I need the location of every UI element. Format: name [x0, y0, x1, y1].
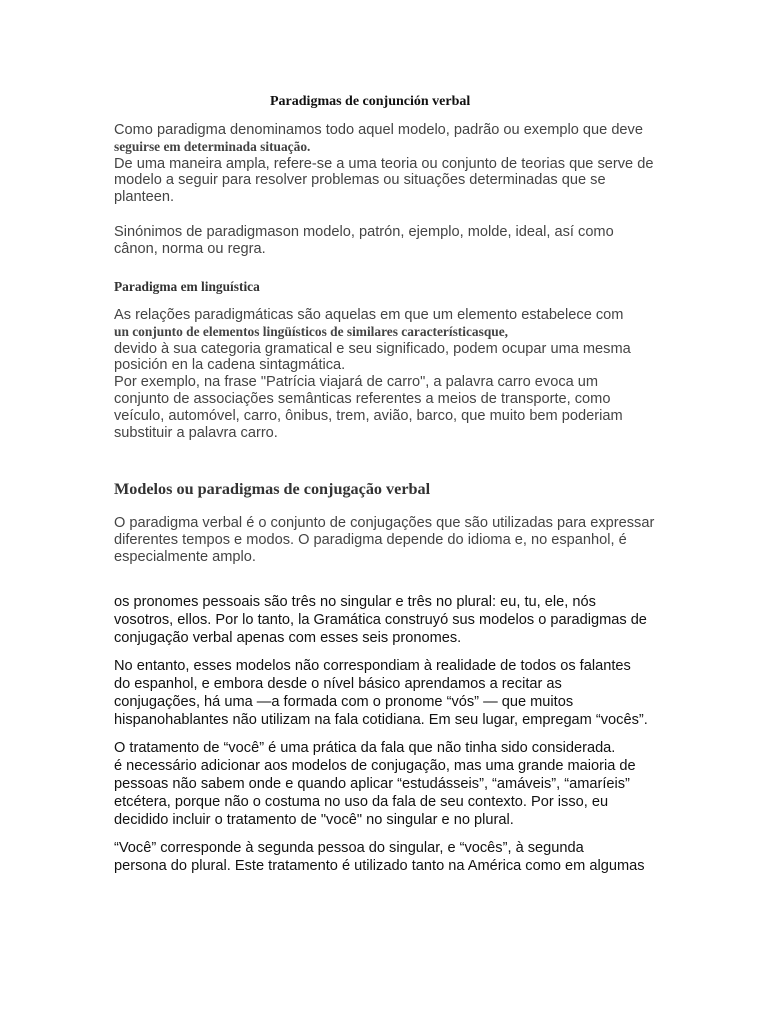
text-line: conjugações, há uma —a formada com o pronome “vós” — que muitos — [114, 694, 574, 710]
text-line: As relações paradigmáticas são aquelas em que um elemento estabelece com — [114, 307, 624, 323]
text-line: do espanhol, e embora desde o nível básico aprendamos a recitar as — [114, 676, 562, 692]
text-line: é necessário adicionar aos modelos de conjugação, mas uma grande maioria de — [114, 758, 636, 774]
text-line: decidido incluir o tratamento de "você" no singular e no plural. — [114, 812, 514, 828]
text-line: cânon, norma ou regra. — [114, 240, 266, 257]
text-line: O tratamento de “você” é uma prática da fala que não tinha sido considerada. — [114, 740, 616, 756]
text-line: devido à sua categoria gramatical e seu significado, podem ocupar uma mesma — [114, 340, 631, 357]
text-line: os pronomes pessoais são três no singular e três no plural: eu, tu, ele, nós — [114, 594, 596, 610]
paragraph-vos — [114, 657, 674, 729]
text-line: Sinónimos de paradigmason modelo, patrón, ejemplo, molde, ideal, así como — [114, 224, 614, 240]
text-line: pessoas não sabem onde e quando aplicar “estudásseis”, “amáveis”, “amaríeis” — [114, 776, 630, 792]
text-line: substituir a palavra carro. — [114, 424, 278, 441]
paragraph-verbal-paradigm — [114, 515, 674, 565]
text-line: seguirse em determinada situação. — [114, 138, 311, 154]
text-line: posición en la cadena sintagmática. — [114, 357, 346, 374]
text-line: un conjunto de elementos lingüísticos de similares característicasque, — [114, 323, 509, 339]
paragraph-pronouns — [114, 593, 674, 647]
text-line: Como paradigma denominamos todo aquel modelo, padrão ou exemplo que deve — [114, 122, 643, 138]
text-line: No entanto, esses modelos não correspondiam à realidade de todos os falantes — [114, 658, 631, 674]
text-line: “Você” corresponde à segunda pessoa do singular, e “vocês”, à segunda — [114, 840, 584, 856]
text-line: conjugação verbal apenas com esses seis pronomes. — [114, 630, 462, 646]
text-line: etcétera, porque não o costuma no uso da fala de seu contexto. Por isso, eu — [114, 794, 609, 810]
text-line: veículo, automóvel, carro, ônibus, trem, avião, barco, que muito bem poderiam — [114, 407, 623, 424]
text-line: De uma maneira ampla, refere-se a uma teoria ou conjunto de teorias que serve de — [114, 155, 654, 172]
text-line: hispanohablantes não utilizam na fala cotidiana. Em seu lugar, empregam “vocês”. — [114, 712, 648, 728]
text-line: planteen. — [114, 189, 175, 206]
text-line: diferentes tempos e modos. O paradigma depende do idioma e, no espanhol, é — [114, 531, 627, 548]
section-heading-linguistica: Paradigma em linguística — [114, 279, 260, 294]
text-line: vosotros, ellos. Por lo tanto, la Gramática construyó sus modelos o paradigmas de — [114, 612, 647, 628]
section-heading-modelos: Modelos ou paradigmas de conjugação verbal — [114, 480, 431, 498]
paragraph-relations — [114, 307, 674, 441]
paragraph-voce-correspondence — [114, 839, 674, 875]
text-line: especialmente amplo. — [114, 548, 256, 565]
paragraph-voce — [114, 739, 674, 829]
text-line: conjunto de associações semânticas referentes a meios de transporte, como — [114, 390, 611, 407]
document-title: Paradigmas de conjunción verbal — [270, 94, 471, 109]
paragraph-definition — [114, 122, 674, 206]
text-line: persona do plural. Este tratamento é utilizado tanto na América como em algumas — [114, 858, 645, 874]
paragraph-synonyms — [114, 224, 674, 258]
text-line: Por exemplo, na frase "Patrícia viajará de carro", a palavra carro evoca um — [114, 374, 599, 391]
text-line: O paradigma verbal é o conjunto de conjugações que são utilizadas para expressar — [114, 515, 655, 531]
text-line: modelo a seguir para resolver problemas ou situações determinadas que se — [114, 172, 606, 189]
